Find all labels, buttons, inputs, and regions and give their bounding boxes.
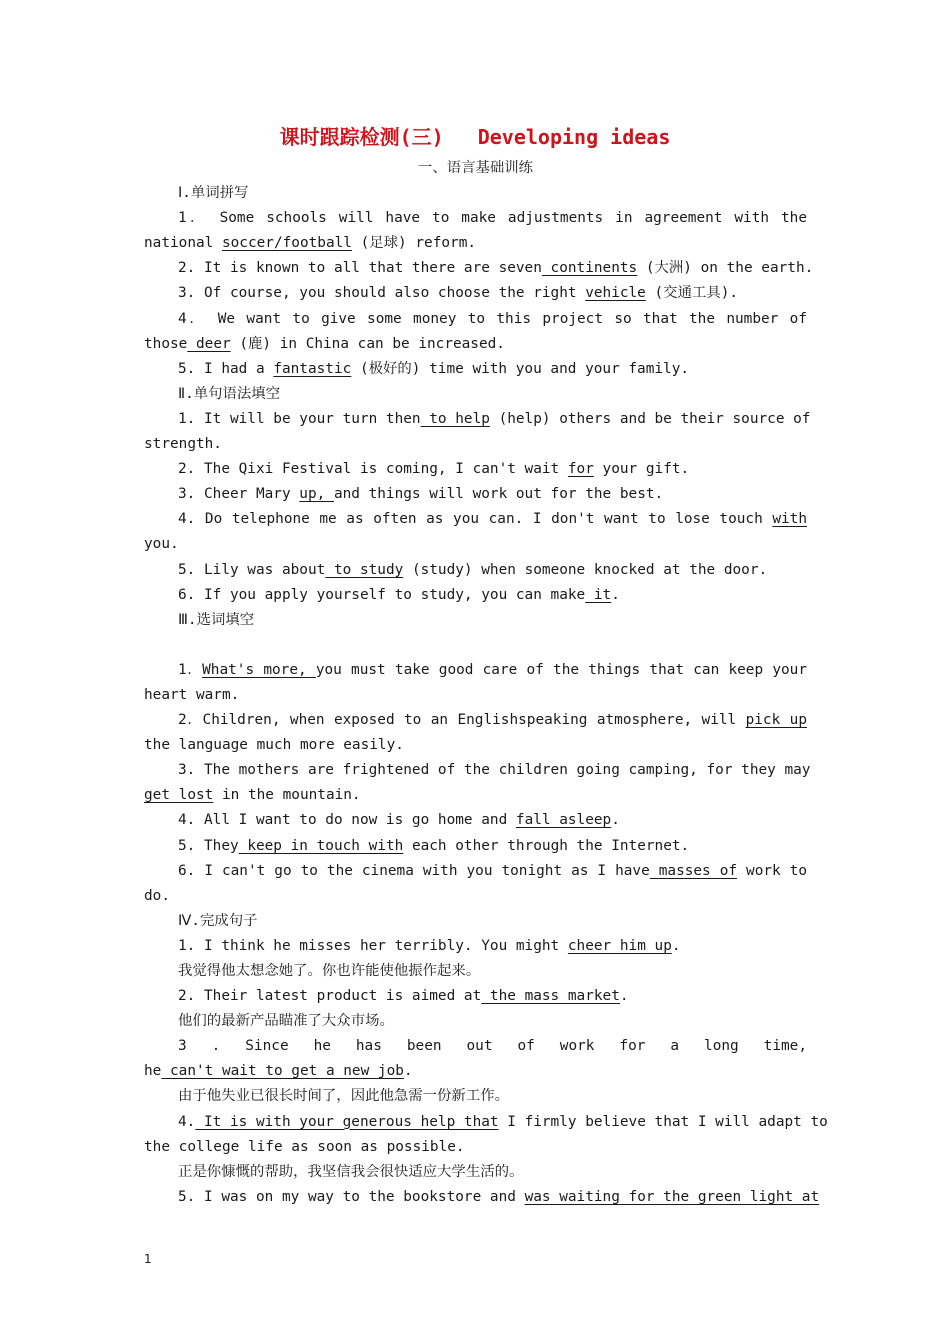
answer: cheer him up: [567, 937, 672, 954]
answer: fall asleep: [515, 812, 612, 829]
question-line: you.: [144, 536, 179, 553]
answer: to study: [325, 561, 404, 578]
page-title: [0, 122, 950, 152]
answer: keep in touch with: [238, 837, 404, 854]
question-line: 4. All I want to do now is go home and fall asleep.: [178, 812, 620, 829]
part-heading: Ⅰ.单词拼写: [178, 185, 249, 202]
question-line: strength.: [144, 436, 222, 453]
part-heading: Ⅱ.单句语法填空: [178, 385, 281, 402]
part-heading: Ⅳ.完成句子: [178, 912, 258, 929]
answer: pick up: [745, 712, 807, 729]
answer: up,: [299, 486, 334, 503]
question-line: 3. The mothers are frightened of the children going camping, for they may: [178, 762, 811, 779]
answer: fantastic: [273, 360, 352, 377]
answer: It is with your generous help that: [195, 1113, 499, 1130]
question-line: 1. I think he misses her terribly. You might cheer him up.: [178, 937, 681, 954]
answer: with: [772, 511, 807, 528]
question-line: 3. Cheer Mary up, and things will work out for the best.: [178, 486, 664, 503]
answer: for: [567, 461, 594, 478]
answer: can't wait to get a new job: [161, 1063, 404, 1080]
answer: continents: [541, 260, 638, 277]
translation-line: 由于他失业已很长时间了，因此他急需一份新工作。: [178, 1088, 509, 1105]
question-line: 6. I can't go to the cinema with you tonight as I have masses of work to: [178, 862, 808, 879]
question-line: do.: [144, 887, 170, 904]
answer: it: [585, 586, 612, 603]
question-line: 2. The Qixi Festival is coming, I can't wait for your gift.: [178, 461, 690, 478]
translation-line: 我觉得他太想念她了。你也许能使他振作起来。: [178, 963, 481, 979]
question-line: 3 . Since he has been out of work for a long time,: [178, 1038, 807, 1055]
question-line: 2. It is known to all that there are seven continents (大洲) on the earth.: [178, 260, 814, 277]
translation-line: 正是你慷慨的帮助，我坚信我会很快适应大学生活的。: [178, 1163, 524, 1180]
question-line: the language much more easily.: [144, 737, 404, 754]
page-number: 1: [144, 1252, 152, 1266]
answer: What's more,: [202, 661, 316, 678]
translation-line: 他们的最新产品瞄准了大众市场。: [178, 1013, 394, 1030]
part-heading: Ⅲ.选词填空: [178, 611, 255, 628]
question-line: 3. Of course, you should also choose the right vehicle (交通工具).: [178, 285, 739, 302]
question-line: 1. It will be your turn then to help (help) others and be their source of: [178, 410, 811, 427]
question-line: 1．What's more, you must take good care of the things that can keep your: [178, 661, 807, 678]
document-body: [144, 156, 828, 1210]
question-line: 2. Their latest product is aimed at the mass market.: [178, 988, 629, 1005]
title-chinese: 课时跟踪检测(三): [279, 125, 444, 149]
answer: was waiting for the green light at: [524, 1188, 820, 1205]
question-line: the college life as soon as possible.: [144, 1138, 465, 1155]
title-english: Developing ideas: [477, 125, 671, 149]
question-line: 4. It is with your generous help that I firmly believe that I will adapt to: [178, 1113, 828, 1130]
question-line: national soccer/football (足球) reform.: [144, 235, 477, 252]
answer: to help: [420, 410, 490, 427]
answer: deer: [187, 335, 231, 352]
answer: get lost: [144, 787, 214, 804]
question-line: he can't wait to get a new job.: [144, 1063, 413, 1080]
question-line: those deer (鹿) in China can be increased.: [144, 335, 505, 352]
question-line: heart warm.: [144, 686, 240, 703]
question-line: 5. I had a fantastic (极好的) time with you and your family.: [178, 360, 690, 377]
section-heading: 一、语言基础训练: [417, 160, 534, 176]
answer: vehicle: [585, 285, 646, 302]
spacer: [144, 633, 807, 658]
answer: soccer/football: [221, 235, 352, 252]
answer: the mass market: [481, 988, 620, 1005]
question-line: 5. Lily was about to study (study) when someone knocked at the door.: [178, 561, 768, 578]
question-line: 4． We want to give some money to this project so that the number of: [178, 310, 807, 327]
question-line: 6. If you apply yourself to study, you can make it.: [178, 586, 620, 603]
question-line: 1． Some schools will have to make adjustments in agreement with the: [178, 210, 807, 227]
question-line: 4. Do telephone me as often as you can. I don't want to lose touch with: [178, 511, 807, 528]
question-line: 2．Children, when exposed to an Englishspeaking atmosphere, will pick up: [178, 712, 807, 729]
answer: masses of: [649, 862, 738, 879]
question-line: 5. They keep in touch with each other through the Internet.: [178, 837, 690, 854]
question-line: 5. I was on my way to the bookstore and was waiting for the green light at: [178, 1188, 820, 1205]
question-line: get lost in the mountain.: [144, 787, 361, 804]
